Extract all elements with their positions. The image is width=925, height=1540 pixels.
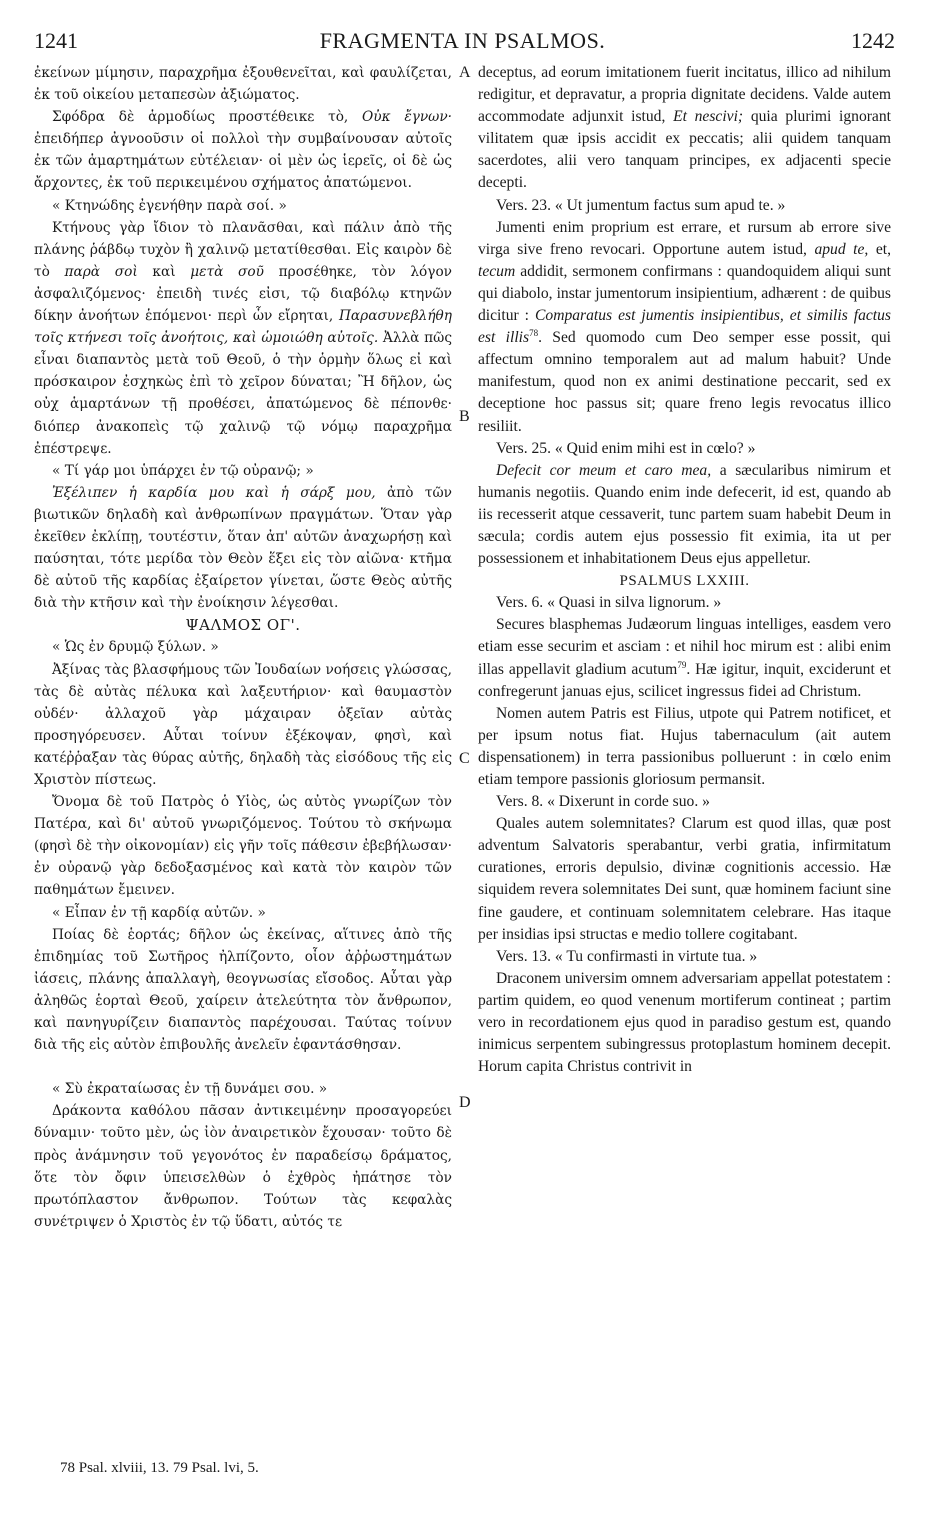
- latin-lemma: Vers. 13. « Tu confirmasti in virtute tua. »: [496, 947, 758, 965]
- margin-marker-c: C: [459, 750, 470, 767]
- latin-lemma: Vers. 25. « Quid enim mihi est in cœlo? »: [496, 439, 756, 457]
- greek-psalm-heading: ΨΑΛΜΟΣ ΟΓ'.: [185, 616, 301, 635]
- footnote-ref: 78: [529, 327, 539, 338]
- page-number-right: 1242: [851, 28, 895, 53]
- latin-paragraph: Quales autem solemnitates? Clarum est quod illas, quæ post adventum Salvatoris sperabantur, verbi gratia, infirmitatum curationes, erroris depulsio, divinæ cognitionis accessio. Hæ siquidem revera solemnitates Dei sunt, quæ hominem faciunt sine fine gaudere, et continuam solemnitatem celebrare. Has itaque per insidias ipsi structas e medio tollere cogitabant.: [478, 815, 891, 943]
- latin-paragraph: Nomen autem Patris est Filius, utpote qui Patrem notificet, et per ipsum notus fiat. Hujus tabernaculum (ait autem dispensationem) in terra passionibus polluerunt : in cœlo enim etiam tempore passionis gloriosum permansit.: [478, 704, 891, 788]
- greek-lemma: « Εἶπαν ἐν τῇ καρδίᾳ αὐτῶν. »: [52, 904, 266, 921]
- greek-column: [34, 62, 452, 1233]
- latin-lemma: Vers. 6. « Quasi in silva lignorum. »: [496, 594, 722, 612]
- margin-marker-d: D: [459, 1094, 471, 1111]
- greek-paragraph: Ἀξίνας τὰς βλασφήμους τῶν Ἰουδαίων νοήσεις γλώσσας, τὰς δὲ αὐτὰς πέλυκα καὶ λαξευτήριον· καὶ θαυμαστὸν οὐδέν· ἀλλαχοῦ γὰρ μάχαιραν ὀξεῖαν αὐτὰς προσηγόρευσεν. Αὗται τοίνυν ἐξέκοψαν, φησὶ, καὶ κατέῤῥαξαν τὰς θύρας αὐτῆς, δηλαδὴ τὰς εἰσόδους τῆς εἰς Χριστὸν πίστεως.: [34, 661, 452, 788]
- greek-paragraph: Δράκοντα καθόλου πᾶσαν ἀντικειμένην προσαγορεύει δύναμιν· τοῦτο μὲν, ὡς ἰὸν ἀναιρετικὸν ἔχουσαν· τοῦτο δὲ πρὸς ἀνάμνησιν τοῦ γεγονότος ἐν παραδείσῳ δράματος, ὅτε τὸν ὄφιν ὑπεισελθὼν ὁ ἐχθρὸς ἠπάτησε τὸν πρωτόπλαστον ἄνθρωπον. Τούτων τὰς κεφαλὰς συνέτριψεν ὁ Χριστὸς ἐν τῷ ὕδατι, αὐτός τε: [34, 1103, 452, 1230]
- latin-lemma: Vers. 8. « Dixerunt in corde suo. »: [496, 793, 710, 811]
- latin-paragraph: deceptus, ad eorum imitationem fuerit incitatus, illico ad nihilum redigitur, et depravatur, a propria dignitate decidens. Valde autem accommodate adjunxit istud, Et nescivi; quia plurimi ignorant vilitatem quæ ipsis accidit ex peccatis; alii quidem tanquam sacerdotes, alii vero tanquam principes, ex adjacenti specie decepti.: [478, 64, 891, 192]
- latin-lemma: Vers. 23. « Ut jumentum factus sum apud te. »: [496, 196, 786, 214]
- latin-column: [478, 62, 891, 1078]
- greek-paragraph: Ὄνομα δὲ τοῦ Πατρὸς ὁ Υἱὸς, ὡς αὐτὸς γνωρίζων τὸν Πατέρα, καὶ δι' αὐτοῦ γνωριζόμενος. Τούτου τὸ σκήνωμα (φησὶ δὲ τὴν οἰκονομίαν) εἰς γῆν τοῖς πάθεσιν ἐβεβήλωσαν· ἐν οὐρανῷ γὰρ δεδοξασμένος καὶ κατὰ τὸν καιρὸν τῶν παθημάτων ἔμεινεν.: [34, 794, 452, 899]
- greek-lemma: « Τί γάρ μοι ὑπάρχει ἐν τῷ οὐρανῷ; »: [52, 462, 314, 479]
- greek-paragraph: ἐκείνων μίμησιν, παραχρῆμα ἐξουθενεῖται, καὶ φαυλίζεται, ἐκ τοῦ οἰκείου μεταπεσὼν ἀξιώματος.: [34, 65, 452, 104]
- latin-paragraph: Secures blasphemas Judæorum linguas intelliges, easdem vero etiam esse securim et asciam : et nihil hoc mirum est : alibi enim illas appellavit gladium acutum$^{79}$. Hæ igitur, inquit, exciderunt et confregerunt januas ejus, scilicet ingressus fidei ad Christum.: [478, 616, 891, 700]
- greek-paragraph: Ἐξέλιπεν ἡ καρδία μου καὶ ἡ σάρξ μου, ἀπὸ τῶν βιωτικῶν δηλαδὴ καὶ ἀνθρωπίνων πραγμάτων. Ὅταν γὰρ ἐκεῖθεν ἐκλίπῃ, τουτέστιν, ὅταν ἀπ' αὐτῶν ἀναχωρήσῃ καὶ παύσηται, τότε μερίδα τὸν Θεὸν ἕξει εἰς τὸν αἰῶνα· κτῆμα δὲ αὐτοῦ τῆς καρδίας ἐξαίρετον γίνεται, ὥστε Θεὸς αὐτῆς διὰ τὴν κτῆσιν καὶ τὴν ἐνοίκησιν λέγεσθαι.: [34, 484, 452, 612]
- greek-lemma: « Σὺ ἐκραταίωσας ἐν τῇ δυνάμει σου. »: [52, 1081, 328, 1098]
- latin-paragraph: Jumenti enim proprium est errare, et rursum ab errore sive virga sive freno revocari. Opportune autem istud, apud te, et, tecum addidit, sermonem confirmans : quandoquidem aliqui sunt qui diabolo, instar jumentorum insipientium, adhærent : de quibus dicitur : Comparatus est jumentis insipientibus, et similis factus est illis$^{78}$. Sed quomodo cum Deo semper esse possit, qui affectum omnino temporalem aut ad malum habuit? Unde manifestum, quod non ex animi destinatione peccarit, sed ex deceptione hoc passus sit; quare freno legis revocatus illico resiliit.: [478, 218, 891, 435]
- running-header: [30, 28, 895, 58]
- footnotes: 78 Psal. xlviii, 13. 79 Psal. lvi, 5.: [60, 1460, 259, 1476]
- latin-paragraph: Draconem universim omnem adversariam appellat potestatem : partim quidem, eo quod venenum mortiferum contineat ; partim vero in recordationem ejus quod in paradiso gestum est, quando inimicus serpentem subingressus protoplastum hominem decepit. Horum capita Christus contrivit in: [478, 969, 891, 1076]
- margin-marker-b: B: [459, 408, 470, 425]
- greek-paragraph: Ποίας δὲ ἑορτάς; δῆλον ὡς ἐκείνας, αἵτινες ἀπὸ τῆς ἐπιδημίας τοῦ Σωτῆρος ἠλπίζοντο, οἷον ἀῤῥωστημάτων ἰάσεις, πλάνης ἀπαλλαγὴ, θεογνωσίας εἴσοδος. Αὗται γὰρ ἀληθῶς ἑορταὶ Θεοῦ, χαίρειν ἀτελεύτητα τὸν ἄνθρωπον, καὶ πανηγυρίζειν διαπαντὸς παρέχουσαι. Ταύτας τοίνυν διὰ τῆς εἰς αὐτὸν ἐπιβουλῆς ἀνελεῖν ἐφαντάσθησαν.: [34, 926, 452, 1054]
- greek-paragraph: Κτήνους γὰρ ἴδιον τὸ πλανᾶσθαι, καὶ πάλιν ἀπὸ τῆς πλάνης ῥάβδῳ τυχὸν ἢ χαλινῷ μετατίθεσθαι. Εἰς καιρὸν δὲ τὸ παρὰ σοὶ καὶ μετὰ σοῦ προσέθηκε, τὸν λόγον ἀσφαλιζόμενος· ἐπειδὴ τινές εἰσι, τῷ διαβόλῳ κτηνῶν δίκην ἀνοήτων ἑπόμενοι· περὶ ὧν εἴρηται, Παρασυνεβλήθη τοῖς κτήνεσι τοῖς ἀνοήτοις, καὶ ὡμοιώθη αὐτοῖς. Ἀλλὰ πῶς εἶναι διαπαντὸς μετὰ τοῦ Θεοῦ, ὁ τὴν ὁρμὴν ὅλως εἰ καὶ πρόσκαιρον ἐσχηκὼς ἐπὶ τὸ χεῖρον δύναται; Ἢ δῆλον, ὡς οὐχ ἁμαρτάνων τῇ προθέσει, ἀπατώμενος δὲ πέπονθε· διόπερ ἀνακοπεὶς τῷ χαλινῷ τῷ νόμῳ παραχρῆμα ἐπέστρεψε.: [34, 219, 453, 457]
- latin-psalm-heading: PSALMUS LXXIII.: [619, 573, 750, 590]
- running-title: FRAGMENTA IN PSALMOS.: [319, 28, 606, 53]
- greek-lemma: « Κτηνώδης ἐγενήθην παρὰ σοί. »: [52, 197, 287, 214]
- footnote-ref: 79: [677, 659, 687, 670]
- greek-lemma: « Ὡς ἐν δρυμῷ ξύλων. »: [52, 639, 219, 656]
- greek-paragraph: Σφόδρα δὲ ἁρμοδίως προστέθεικε τὸ, Οὐκ ἔγνων· ἐπειδήπερ ἀγνοοῦσιν οἱ πολλοὶ τὴν συμβαίνουσαν αὐτοῖς ἐκ τῶν ἁμαρτημάτων εὐτέλειαν· οἱ μὲν ὡς ἱερεῖς, οἱ δὲ ὡς ἄρχοντες, ἐκ τοῦ περικειμένου σχήματος ἀπατώμενοι.: [34, 109, 452, 192]
- margin-marker-a: A: [459, 64, 471, 81]
- latin-paragraph: Defecit cor meum et caro mea, a sæcularibus nimirum et humanis negotiis. Quando enim inde defecerit, id est, quando ab iis recesserit atque cessaverit, tunc partem suam habebit Deum in sæcula; cordis autem ejus possessio fit eximia, ita ut per possessionem et inhabitationem Deus ejus appelletur.: [478, 461, 891, 568]
- page-number-left: 1241: [34, 28, 78, 53]
